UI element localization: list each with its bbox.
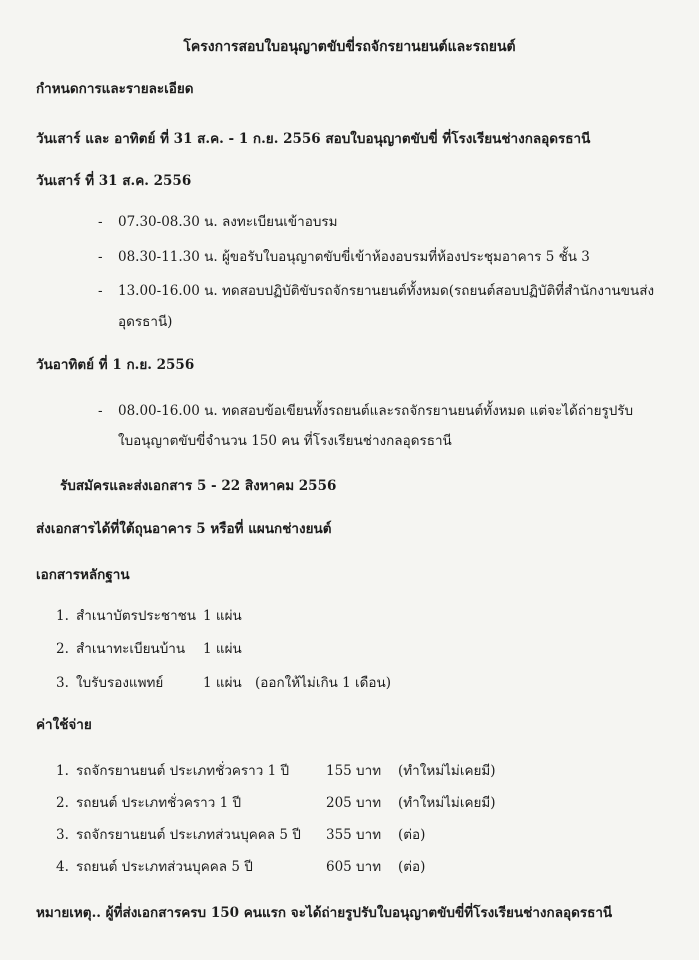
fees-heading: ค่าใช้จ่าย — [36, 717, 92, 733]
item-number: 2. — [56, 795, 69, 811]
schedule-heading: กำหนดการและรายละเอียด — [36, 81, 194, 97]
fee-price: 355 บาท — [326, 827, 382, 843]
bullet-dash: - — [98, 283, 103, 299]
day2-item-continued: ใบอนุญาตขับขี่จำนวน 150 คน ที่โรงเรียนช่างกลอุดรธานี — [118, 433, 452, 449]
fee-price: 155 บาท — [326, 763, 382, 779]
fee-name: รถยนต์ ประเภทชั่วคราว 1 ปี — [76, 795, 242, 811]
bullet-dash: - — [98, 214, 103, 230]
remark-line: หมายเหตุ.. ผู้ที่ส่งเอกสารครบ 150 คนแรก จะได้ถ่ายรูปรับใบอนุญาตขับขี่ที่โรงเรียนช่างกลอุดรธานี — [36, 905, 613, 921]
day1-item-3-continued: อุดรธานี) — [118, 314, 173, 330]
document-name: ใบรับรองแพทย์ — [76, 675, 164, 691]
fee-name: รถจักรยานยนต์ ประเภทส่วนบุคคล 5 ปี — [76, 827, 301, 843]
list-item — [56, 607, 69, 625]
document-title: โครงการสอบใบอนุญาตขับขี่รถจักรยานยนต์และรถยนต์ — [183, 39, 516, 55]
item-number: 3. — [56, 827, 69, 843]
item-number: 1. — [56, 763, 69, 779]
document-qty: 1 แผ่น — [203, 608, 242, 624]
fee-name: รถจักรยานยนต์ ประเภทชั่วคราว 1 ปี — [76, 763, 290, 779]
fee-note: (ต่อ) — [398, 827, 426, 843]
item-number: 2. — [56, 641, 69, 657]
document-name: สำเนาบัตรประชาชน — [76, 608, 197, 624]
list-item — [56, 640, 69, 658]
item-number: 3. — [56, 675, 69, 691]
day1-heading: วันเสาร์ ที่ 31 ส.ค. 2556 — [36, 173, 192, 189]
list-item — [56, 674, 69, 692]
day2-item: 08.00-16.00 น. ทดสอบข้อเขียนทั้งรถยนต์และรถจักรยานยนต์ทั้งหมด แต่จะได้ถ่ายรูปรับ — [118, 403, 634, 419]
fee-price: 205 บาท — [326, 795, 382, 811]
bullet-dash: - — [98, 403, 103, 419]
document-qty: 1 แผ่น — [203, 675, 242, 691]
document-note: (ออกให้ไม่เกิน 1 เดือน) — [255, 675, 392, 691]
date-range-line: วันเสาร์ และ อาทิตย์ ที่ 31 ส.ค. - 1 ก.ย. 2556 สอบใบอนุญาตขับขี่ ที่โรงเรียนช่างกลอุดรธานี — [36, 131, 591, 147]
item-number: 4. — [56, 859, 69, 875]
documents-heading: เอกสารหลักฐาน — [36, 567, 130, 583]
day2-heading: วันอาทิตย์ ที่ 1 ก.ย. 2556 — [36, 357, 195, 373]
item-number: 1. — [56, 608, 69, 624]
day1-item-3: 13.00-16.00 น. ทดสอบปฏิบัติขับรถจักรยานยนต์ทั้งหมด(รถยนต์สอบปฏิบัติที่สำนักงานขนส่ง — [118, 283, 655, 299]
fee-note: (ทำใหม่ไม่เคยมี) — [398, 763, 496, 779]
registration-line: รับสมัครและส่งเอกสาร 5 - 22 สิงหาคม 2556 — [60, 478, 337, 494]
day1-item-2: 08.30-11.30 น. ผู้ขอรับใบอนุญาตขับขี่เข้าห้องอบรมที่ห้องประชุมอาคาร 5 ชั้น 3 — [118, 249, 590, 265]
document-name: สำเนาทะเบียนบ้าน — [76, 641, 186, 657]
fee-price: 605 บาท — [326, 859, 382, 875]
fee-name: รถยนต์ ประเภทส่วนบุคคล 5 ปี — [76, 859, 253, 875]
fee-note: (ทำใหม่ไม่เคยมี) — [398, 795, 496, 811]
document-qty: 1 แผ่น — [203, 641, 242, 657]
submit-location-line: ส่งเอกสารได้ที่ใต้ถุนอาคาร 5 หรือที่ แผนกช่างยนต์ — [36, 521, 332, 537]
fee-note: (ต่อ) — [398, 859, 426, 875]
day1-item-1: 07.30-08.30 น. ลงทะเบียนเข้าอบรม — [118, 214, 338, 230]
bullet-dash: - — [98, 249, 103, 265]
